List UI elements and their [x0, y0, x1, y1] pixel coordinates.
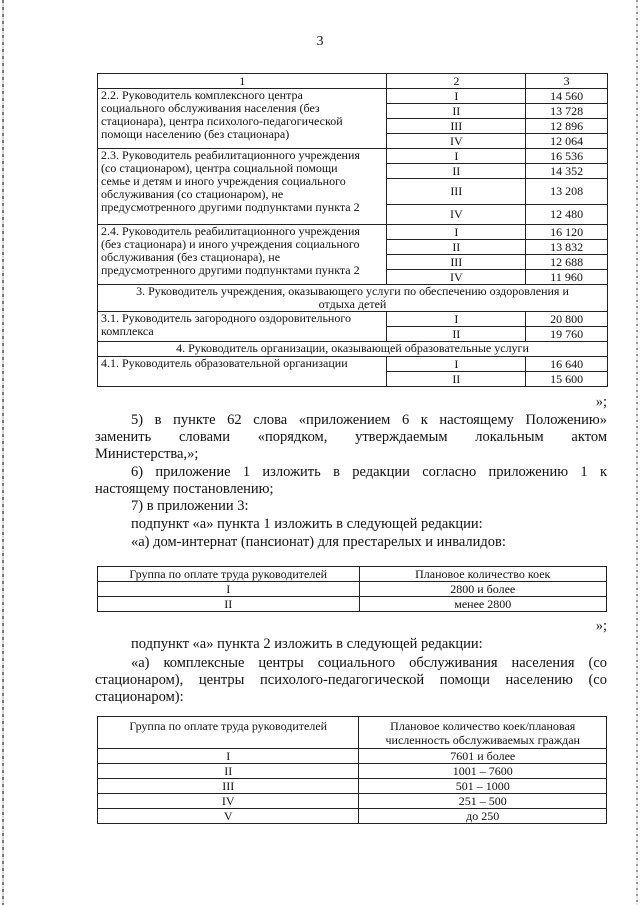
- group-cell: II: [387, 327, 526, 342]
- position-line: 2.3. Руководитель реабилитационного учреждения: [101, 148, 360, 162]
- value-cell: 2800 и более: [359, 582, 607, 597]
- group-cell: I: [387, 357, 526, 372]
- group-cell: III: [98, 779, 359, 794]
- paragraph-7: 7) в приложении 3:: [131, 498, 249, 514]
- table-row: [98, 764, 607, 779]
- salary-table: [97, 73, 608, 387]
- value-cell: 13 832: [526, 240, 608, 255]
- position-line: семье и детям и иного учреждения социального: [101, 174, 346, 188]
- table-row: [98, 582, 607, 597]
- table-row: [98, 89, 608, 104]
- table-row: [98, 809, 607, 824]
- position-line: (без стационара) и иного учреждения социального: [101, 237, 360, 251]
- header-beds: Плановое количество коек: [359, 567, 607, 582]
- value-cell: до 250: [359, 809, 607, 824]
- group-cell: IV: [387, 270, 526, 285]
- value-cell: 12 688: [526, 255, 608, 270]
- group-cell: III: [387, 179, 526, 205]
- closing-quote-2: »;: [595, 618, 607, 634]
- position-cell-3-1: [98, 312, 387, 342]
- paragraph-line: 6) приложение 1 изложить в редакции согласно приложению 1 к: [131, 464, 607, 480]
- group-cell: II: [98, 597, 360, 612]
- value-cell: 14 560: [526, 89, 608, 104]
- header-group: Группа по оплате труда руководителей: [98, 717, 359, 749]
- value-cell: 501 – 1000: [359, 779, 607, 794]
- group-cell: I: [387, 312, 526, 327]
- section-line: 3. Руководитель учреждения, оказывающего услуги по обеспечению оздоровления и: [136, 284, 569, 298]
- group-cell: IV: [98, 794, 359, 809]
- value-cell: 1001 – 7600: [359, 764, 607, 779]
- group-cell: II: [387, 240, 526, 255]
- table-row: [98, 779, 607, 794]
- value-cell: 20 800: [526, 312, 608, 327]
- section-title-3: [98, 285, 608, 312]
- value-cell: 11 960: [526, 270, 608, 285]
- section-line: отдыха детей: [318, 297, 387, 311]
- subparagraph-a2: подпункт «а» пункта 2 изложить в следующей редакции:: [131, 636, 483, 652]
- position-cell-4-1: [98, 357, 387, 387]
- group-cell: III: [387, 119, 526, 134]
- group-cell: V: [98, 809, 359, 824]
- value-cell: 251 – 500: [359, 794, 607, 809]
- group-cell: IV: [387, 134, 526, 149]
- page-number: 3: [316, 34, 324, 49]
- paragraph-6: [95, 464, 607, 498]
- header-col-3: 3: [526, 74, 608, 89]
- value-cell: 12 896: [526, 119, 608, 134]
- position-line: комплекса: [101, 324, 154, 338]
- header-beds: [359, 717, 607, 749]
- table-row: [98, 225, 608, 240]
- section-row-3: [98, 285, 608, 312]
- position-cell-2-4: [98, 225, 387, 285]
- group-cell: I: [387, 149, 526, 164]
- group-cell: III: [387, 255, 526, 270]
- header-col-1: 1: [98, 74, 387, 89]
- section-row-4: [98, 342, 608, 357]
- position-line: 2.2. Руководитель комплексного центра: [101, 88, 303, 102]
- group-cell: II: [387, 372, 526, 387]
- value-cell: 13 728: [526, 104, 608, 119]
- beds-table-a: [97, 566, 607, 612]
- paragraph-line: стационаром):: [95, 689, 184, 705]
- position-line: обслуживания (без стационара), не: [101, 250, 281, 264]
- value-cell: 12 480: [526, 205, 608, 225]
- beds-table-b: [97, 716, 607, 824]
- group-cell: II: [98, 764, 359, 779]
- scan-edge-right: [636, 0, 638, 905]
- table-row: [98, 597, 607, 612]
- group-cell: I: [387, 225, 526, 240]
- group-cell: I: [98, 582, 360, 597]
- value-cell: 19 760: [526, 327, 608, 342]
- position-line: 3.1. Руководитель загородного оздоровительного: [101, 311, 351, 325]
- position-line: стационара), центра психолого-педагогической: [101, 114, 343, 128]
- position-line: помощи населению (без стационара): [101, 127, 290, 141]
- header-line: Плановое количество коек/плановая: [390, 718, 576, 733]
- paragraph-line: Министерства,»;: [95, 446, 199, 462]
- scan-edge-left: [2, 0, 4, 905]
- table-row: [98, 149, 608, 164]
- subparagraph-a1: подпункт «а» пункта 1 изложить в следующей редакции:: [131, 516, 483, 532]
- position-line: предусмотренного другими подпунктами пункта 2: [101, 200, 360, 214]
- value-cell: 16 120: [526, 225, 608, 240]
- group-cell: II: [387, 164, 526, 179]
- position-line: 4.1. Руководитель образовательной организации: [101, 356, 348, 370]
- position-line: социального обслуживания населения (без: [101, 101, 320, 115]
- header-group: Группа по оплате труда руководителей: [98, 567, 360, 582]
- value-cell: 15 600: [526, 372, 608, 387]
- group-cell: IV: [387, 205, 526, 225]
- paragraph-line: «а) комплексные центры социального обслуживания населения (со: [131, 655, 607, 671]
- table-row: [98, 357, 608, 372]
- header-line: численность обслуживаемых граждан: [385, 732, 580, 747]
- value-cell: 16 536: [526, 149, 608, 164]
- table-header-row: [98, 74, 608, 89]
- table-row: [98, 312, 608, 327]
- table-header-row: [98, 717, 607, 749]
- position-cell-2-2: [98, 89, 387, 149]
- value-cell: 16 640: [526, 357, 608, 372]
- paragraph-line: настоящему постановлению;: [95, 481, 274, 497]
- position-line: предусмотренного другими подпунктами пункта 2: [101, 263, 360, 277]
- table-row: [98, 794, 607, 809]
- group-cell: II: [387, 104, 526, 119]
- table-row: [98, 749, 607, 764]
- position-line: (со стационаром), центра социальной помощи: [101, 161, 338, 175]
- subparagraph-a2-text: [95, 655, 607, 706]
- paragraph-5: [95, 412, 607, 463]
- value-cell: менее 2800: [359, 597, 607, 612]
- header-col-2: 2: [387, 74, 526, 89]
- paragraph-line: 5) в пункте 62 слова «приложением 6 к настоящему Положению»: [131, 412, 607, 428]
- paragraph-line: заменить словами «порядком, утверждаемым локальным актом: [95, 429, 607, 445]
- group-cell: I: [387, 89, 526, 104]
- subparagraph-a1-text: «а) дом-интернат (пансионат) для престарелых и инвалидов:: [131, 534, 506, 550]
- value-cell: 12 064: [526, 134, 608, 149]
- value-cell: 7601 и более: [359, 749, 607, 764]
- closing-quote-1: »;: [595, 394, 607, 410]
- section-title-4: 4. Руководитель организации, оказывающей образовательные услуги: [98, 342, 608, 357]
- position-line: 2.4. Руководитель реабилитационного учреждения: [101, 224, 360, 238]
- position-cell-2-3: [98, 149, 387, 225]
- group-cell: I: [98, 749, 359, 764]
- position-line: обслуживания (со стационаром), не: [101, 187, 284, 201]
- value-cell: 13 208: [526, 179, 608, 205]
- value-cell: 14 352: [526, 164, 608, 179]
- table-header-row: [98, 567, 607, 582]
- paragraph-line: стационаром), центры психолого-педагогической помощи населению (со: [95, 672, 607, 688]
